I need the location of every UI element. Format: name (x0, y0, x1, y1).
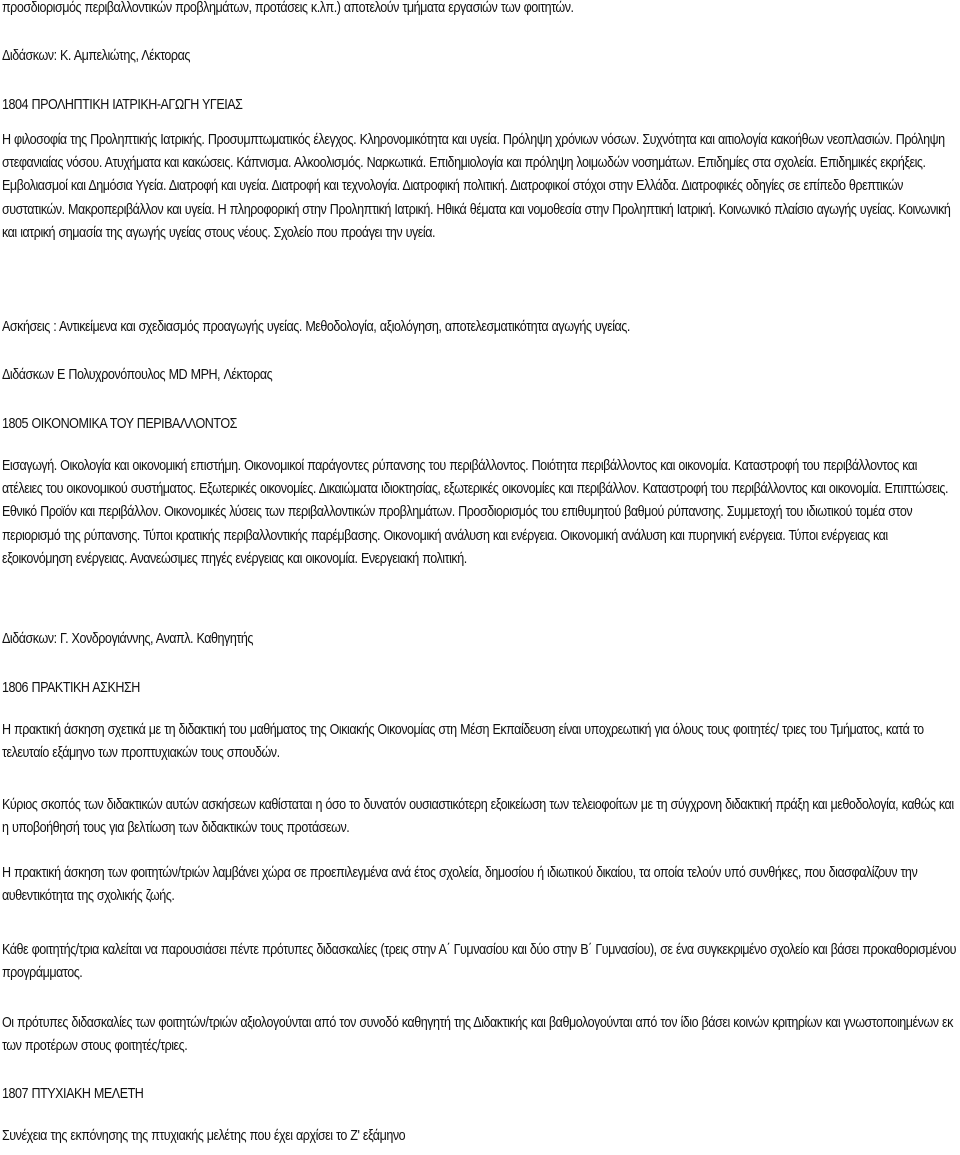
instructor-1805: Διδάσκων: Γ. Χονδρογιάννης, Αναπλ. Καθηγητής (2, 631, 253, 647)
course-title-1805: 1805 ΟΙΚΟΝΟΜΙΚΑ ΤΟΥ ΠΕΡΙΒΑΛΛΟΝΤΟΣ (2, 416, 237, 432)
course-title-1804: 1804 ΠΡΟΛΗΠΤΙΚΗ ΙΑΤΡΙΚΗ-ΑΓΩΓΗ ΥΓΕΙΑΣ (2, 97, 243, 113)
exercises-1804: Ασκήσεις : Αντικείμενα και σχεδιασμός προαγωγής υγείας. Μεθοδολογία, αξιολόγηση, αποτελεσματικότητα αγωγής υγείας. (2, 319, 630, 335)
course-1806-paragraph-5: Οι πρότυπες διδασκαλίες των φοιτητών/τριών αξιολογούνται από τον συνοδό καθηγητή της Διδακτικής και βαθμολογούνται από τον ίδιο βάσει κοινών κριτηρίων και γνωστοποιημένων εκ των προτέρων στους φοιτητές/τριες. (2, 1015, 953, 1055)
course-1806-paragraph-2: Κύριος σκοπός των διδακτικών αυτών ασκήσεων καθίσταται η όσο το δυνατόν ουσιαστικότερη εξοικείωση των τελειοφοίτων με τη σύγχρονη διδακτική πράξη και μεθοδολογία, καθώς και η υποβοήθησή τους για βελτίωση των διδακτικών τους προτάσεων. (2, 797, 954, 837)
course-title-1806: 1806 ΠΡΑΚΤΙΚΗ ΑΣΚΗΣΗ (2, 680, 140, 696)
intro-tail-text: προσδιορισμός περιβαλλοντικών προβλημάτων, προτάσεις κ.λπ.) αποτελούν τμήματα εργασιών των φοιτητών. (2, 0, 574, 16)
course-content-1807: Συνέχεια της εκπόνησης της πτυχιακής μελέτης που έχει αρχίσει το Ζ' εξάμηνο (2, 1128, 406, 1144)
instructor-1804: Διδάσκων Ε Πολυχρονόπουλος MD MPH, Λέκτορας (2, 367, 273, 383)
course-1806-paragraph-3: Η πρακτική άσκηση των φοιτητών/τριών λαμβάνει χώρα σε προεπιλεγμένα ανά έτος σχολεία, δημοσίου ή ιδιωτικού δικαίου, τα οποία τελούν υπό συνθήκες, που διασφαλίζουν την αυθεντικότητα της σχολικής ζωής. (2, 865, 918, 905)
course-title-1807: 1807 ΠΤΥΧΙΑΚΗ ΜΕΛΕΤΗ (2, 1086, 144, 1102)
course-content-1804: Η φιλοσοφία της Προληπτικής Ιατρικής. Προσυμπτωματικός έλεγχος. Κληρονομικότητα και υγεία. Πρόληψη χρόνιων νόσων. Συχνότητα και αιτιολογία κακοήθων νεοπλασιών. Πρόληψη στεφανιαίας νόσου. Ατυχήματα και κακώσεις. Κάπνισμα. Αλκοολισμός. Ναρκωτικά. Επιδημιολογία και πρόληψη λοιμωδών νοσημάτων. Επιδημίες στα σχολεία. Επιδημικές εκρήξεις. Εμβολιασμοί και Δημόσια Υγεία. Διατροφή και υγεία. Διατροφή και τεχνολογία. Διατροφική πολιτική. Διατροφικοί στόχοι στην Ελλάδα. Διατροφικές οδηγίες σε επίπεδο θρεπτικών συστατικών. Μακροπεριβάλλον και υγεία. Η πληροφορική στην Προληπτική Ιατρική. Ηθικά θέματα και νομοθεσία στην Προληπτική Ιατρική. Κοινωνικό πλαίσιο αγωγής υγείας. Κοινωνική και ιατρική σημασία της αγωγής υγείας στους νέους. Σχολείο που προάγει την υγεία. (2, 132, 951, 241)
course-content-1805: Εισαγωγή. Οικολογία και οικονομική επιστήμη. Οικονομικοί παράγοντες ρύπανσης του περιβάλλοντος. Ποιότητα περιβάλλοντος και οικονομία. Καταστροφή του περιβάλλοντος και ατέλειες του οικονομικού συστήματος. Εξωτερικές οικονομίες. Δικαιώματα ιδιοκτησίας, εξωτερικές οικονομίες και περιβάλλον. Καταστροφή του περιβάλλοντος και οικονομία. Επιπτώσεις. Εθνικό Προϊόν και περιβάλλον. Οικονομικές λύσεις των περιβαλλοντικών προβλημάτων. Προσδιορισμός του επιθυμητού βαθμού ρύπανσης. Συμμετοχή του ιδιωτικού τομέα στον περιορισμό της ρύπανσης. Τύποι κρατικής περιβαλλοντικής παρέμβασης. Οικονομική ανάλυση και ενέργεια. Οικονομική ανάλυση και πυρηνική ενέργεια. Τύποι ενέργειας και εξοικονόμηση ενέργειας. Ανανεώσιμες πηγές ενέργειας και οικονομία. Ενεργειακή πολιτική. (2, 458, 949, 567)
instructor-1804-previous: Διδάσκων: Κ. Αμπελιώτης, Λέκτορας (2, 48, 190, 64)
course-1806-paragraph-4: Κάθε φοιτητής/τρια καλείται να παρουσιάσει πέντε πρότυπες διδασκαλίες (τρεις στην Α΄ Γυμνασίου και δύο στην Β΄ Γυμνασίου), σε ένα συγκεκριμένο σχολείο και βάσει προκαθορισμένου προγράμματος. (2, 942, 956, 982)
course-1806-paragraph-1: Η πρακτική άσκηση σχετικά με τη διδακτική του μαθήματος της Οικιακής Οικονομίας στη Μέση Εκπαίδευση είναι υποχρεωτική για όλους τους φοιτητές/ τριες του Τμήματος, κατά το τελευταίο εξάμηνο των προπτυχιακών τους σπουδών. (2, 722, 924, 762)
